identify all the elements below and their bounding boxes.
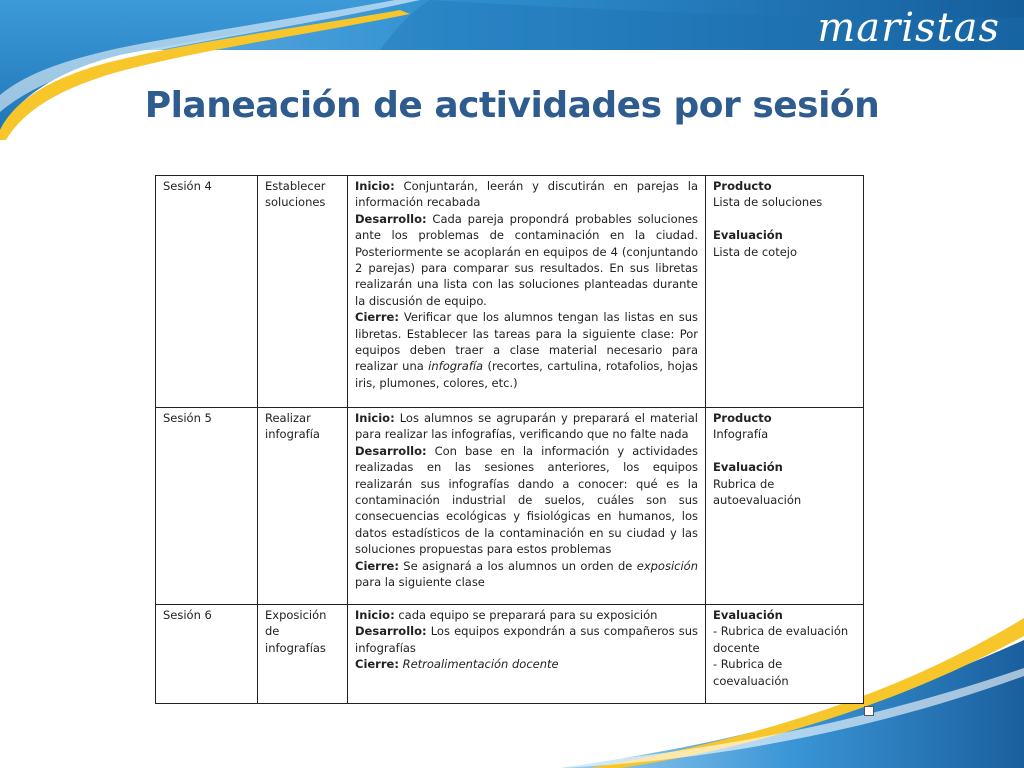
description-cell [348, 176, 706, 408]
activity-cell [258, 176, 348, 408]
session-cell [156, 605, 258, 704]
inicio-text: cada equipo se preparará para su exposición [394, 608, 658, 622]
maristas-logo: maristas [817, 5, 1000, 51]
desarrollo-label: Desarrollo: [355, 624, 427, 639]
evaluacion-label: Evaluación [713, 228, 783, 243]
cierre-text: Verificar que los alumnos tengan las listas en sus libretas. Establecer las tareas para la siguiente clase: Por equipos deben traer a clase material necesario para realizar una [355, 310, 698, 374]
cierre-label: Cierre: [355, 558, 399, 573]
evaluacion-item: - Rubrica de evaluación docente [713, 624, 849, 655]
inicio-label: Inicio: [355, 608, 395, 622]
cierre-line [355, 558, 698, 591]
inicio-line [355, 410, 698, 443]
activity-label: Establecer soluciones [265, 179, 326, 210]
producto-value: Infografía [713, 427, 769, 442]
evaluation-cell [706, 408, 864, 605]
cierre-text-end: para la siguiente clase [355, 575, 485, 590]
cierre-italic-text: exposición [636, 558, 698, 573]
page-title: Planeación de actividades por sesión [144, 85, 880, 126]
evaluacion-label: Evaluación [713, 608, 783, 622]
spacer [713, 443, 856, 459]
placeholder-box [864, 706, 874, 716]
desarrollo-line [355, 443, 698, 558]
session-plan-table [155, 175, 864, 704]
activity-label: Realizar infografía [265, 411, 320, 442]
table-row [156, 176, 864, 408]
cierre-text-end: (recortes, cartulina, rotafolios, hojas iris, plumones, colores, etc.) [355, 359, 698, 390]
producto-value: Lista de soluciones [713, 195, 823, 210]
evaluation-cell [706, 605, 864, 704]
description-cell [348, 408, 706, 605]
inicio-label: Inicio: [355, 411, 395, 425]
inicio-label: Inicio: [355, 179, 395, 193]
evaluacion-value: Rubrica de autoevaluación [713, 476, 802, 508]
spacer [713, 211, 856, 227]
cierre-italic-text: infografía [428, 359, 484, 374]
cierre-line [355, 656, 698, 672]
producto-label: Producto [713, 179, 772, 193]
evaluacion-value: Lista de cotejo [713, 244, 798, 259]
activity-cell [258, 408, 348, 605]
cierre-label: Cierre: [355, 657, 399, 672]
evaluation-cell [706, 176, 864, 408]
table-row [156, 408, 864, 605]
cierre-line [355, 309, 698, 391]
session-label: Sesión 6 [163, 608, 212, 622]
producto-label: Producto [713, 411, 772, 425]
inicio-text: Los alumnos se agruparán y preparará el material para realizar las infografías, verificando que no falte nada [355, 411, 698, 442]
inicio-text: Conjuntarán, leerán y discutirán en parejas la información recabada [355, 179, 698, 210]
evaluacion-label: Evaluación [713, 460, 783, 475]
desarrollo-label: Desarrollo: [355, 443, 427, 458]
desarrollo-line [355, 623, 698, 656]
desarrollo-label: Desarrollo: [355, 211, 427, 226]
desarrollo-text: Cada pareja propondrá probables soluciones ante los problemas de contaminación en la ciudad. Posteriormente se acoplarán en equipos de 4 (conjuntando 2 parejas) para comparar sus resultados. En sus libretas realizarán una lista con las soluciones planteadas durante la discusión de equipo. [355, 211, 698, 308]
cierre-text: Se asignará a los alumnos un orden de [398, 558, 637, 573]
inicio-line [355, 607, 698, 623]
session-cell [156, 408, 258, 605]
inicio-line [355, 178, 698, 211]
session-cell [156, 176, 258, 408]
desarrollo-text: Los equipos expondrán a sus compañeros sus infografías [355, 624, 698, 655]
description-cell [348, 605, 706, 704]
session-label: Sesión 4 [163, 179, 212, 193]
evaluacion-item: - Rubrica de coevaluación [713, 657, 789, 688]
desarrollo-text: Con base en la información y actividades realizadas en las sesiones anteriores, los equipos realizarán sus infografías dando a conocer: qué es la contaminación industrial de suelos, cuáles son sus consecuencias ecológicas y fisiológicas en humanos, los datos estadísticos de la contaminación en su ciudad y las soluciones propuestas para estos problemas [355, 443, 698, 557]
session-label: Sesión 5 [163, 411, 212, 425]
desarrollo-line [355, 211, 698, 309]
table-row [156, 605, 864, 704]
cierre-italic-text: Retroalimentación docente [402, 657, 559, 672]
activity-cell [258, 605, 348, 704]
cierre-label: Cierre: [355, 310, 399, 325]
activity-label: Exposición de infografías [265, 608, 327, 655]
